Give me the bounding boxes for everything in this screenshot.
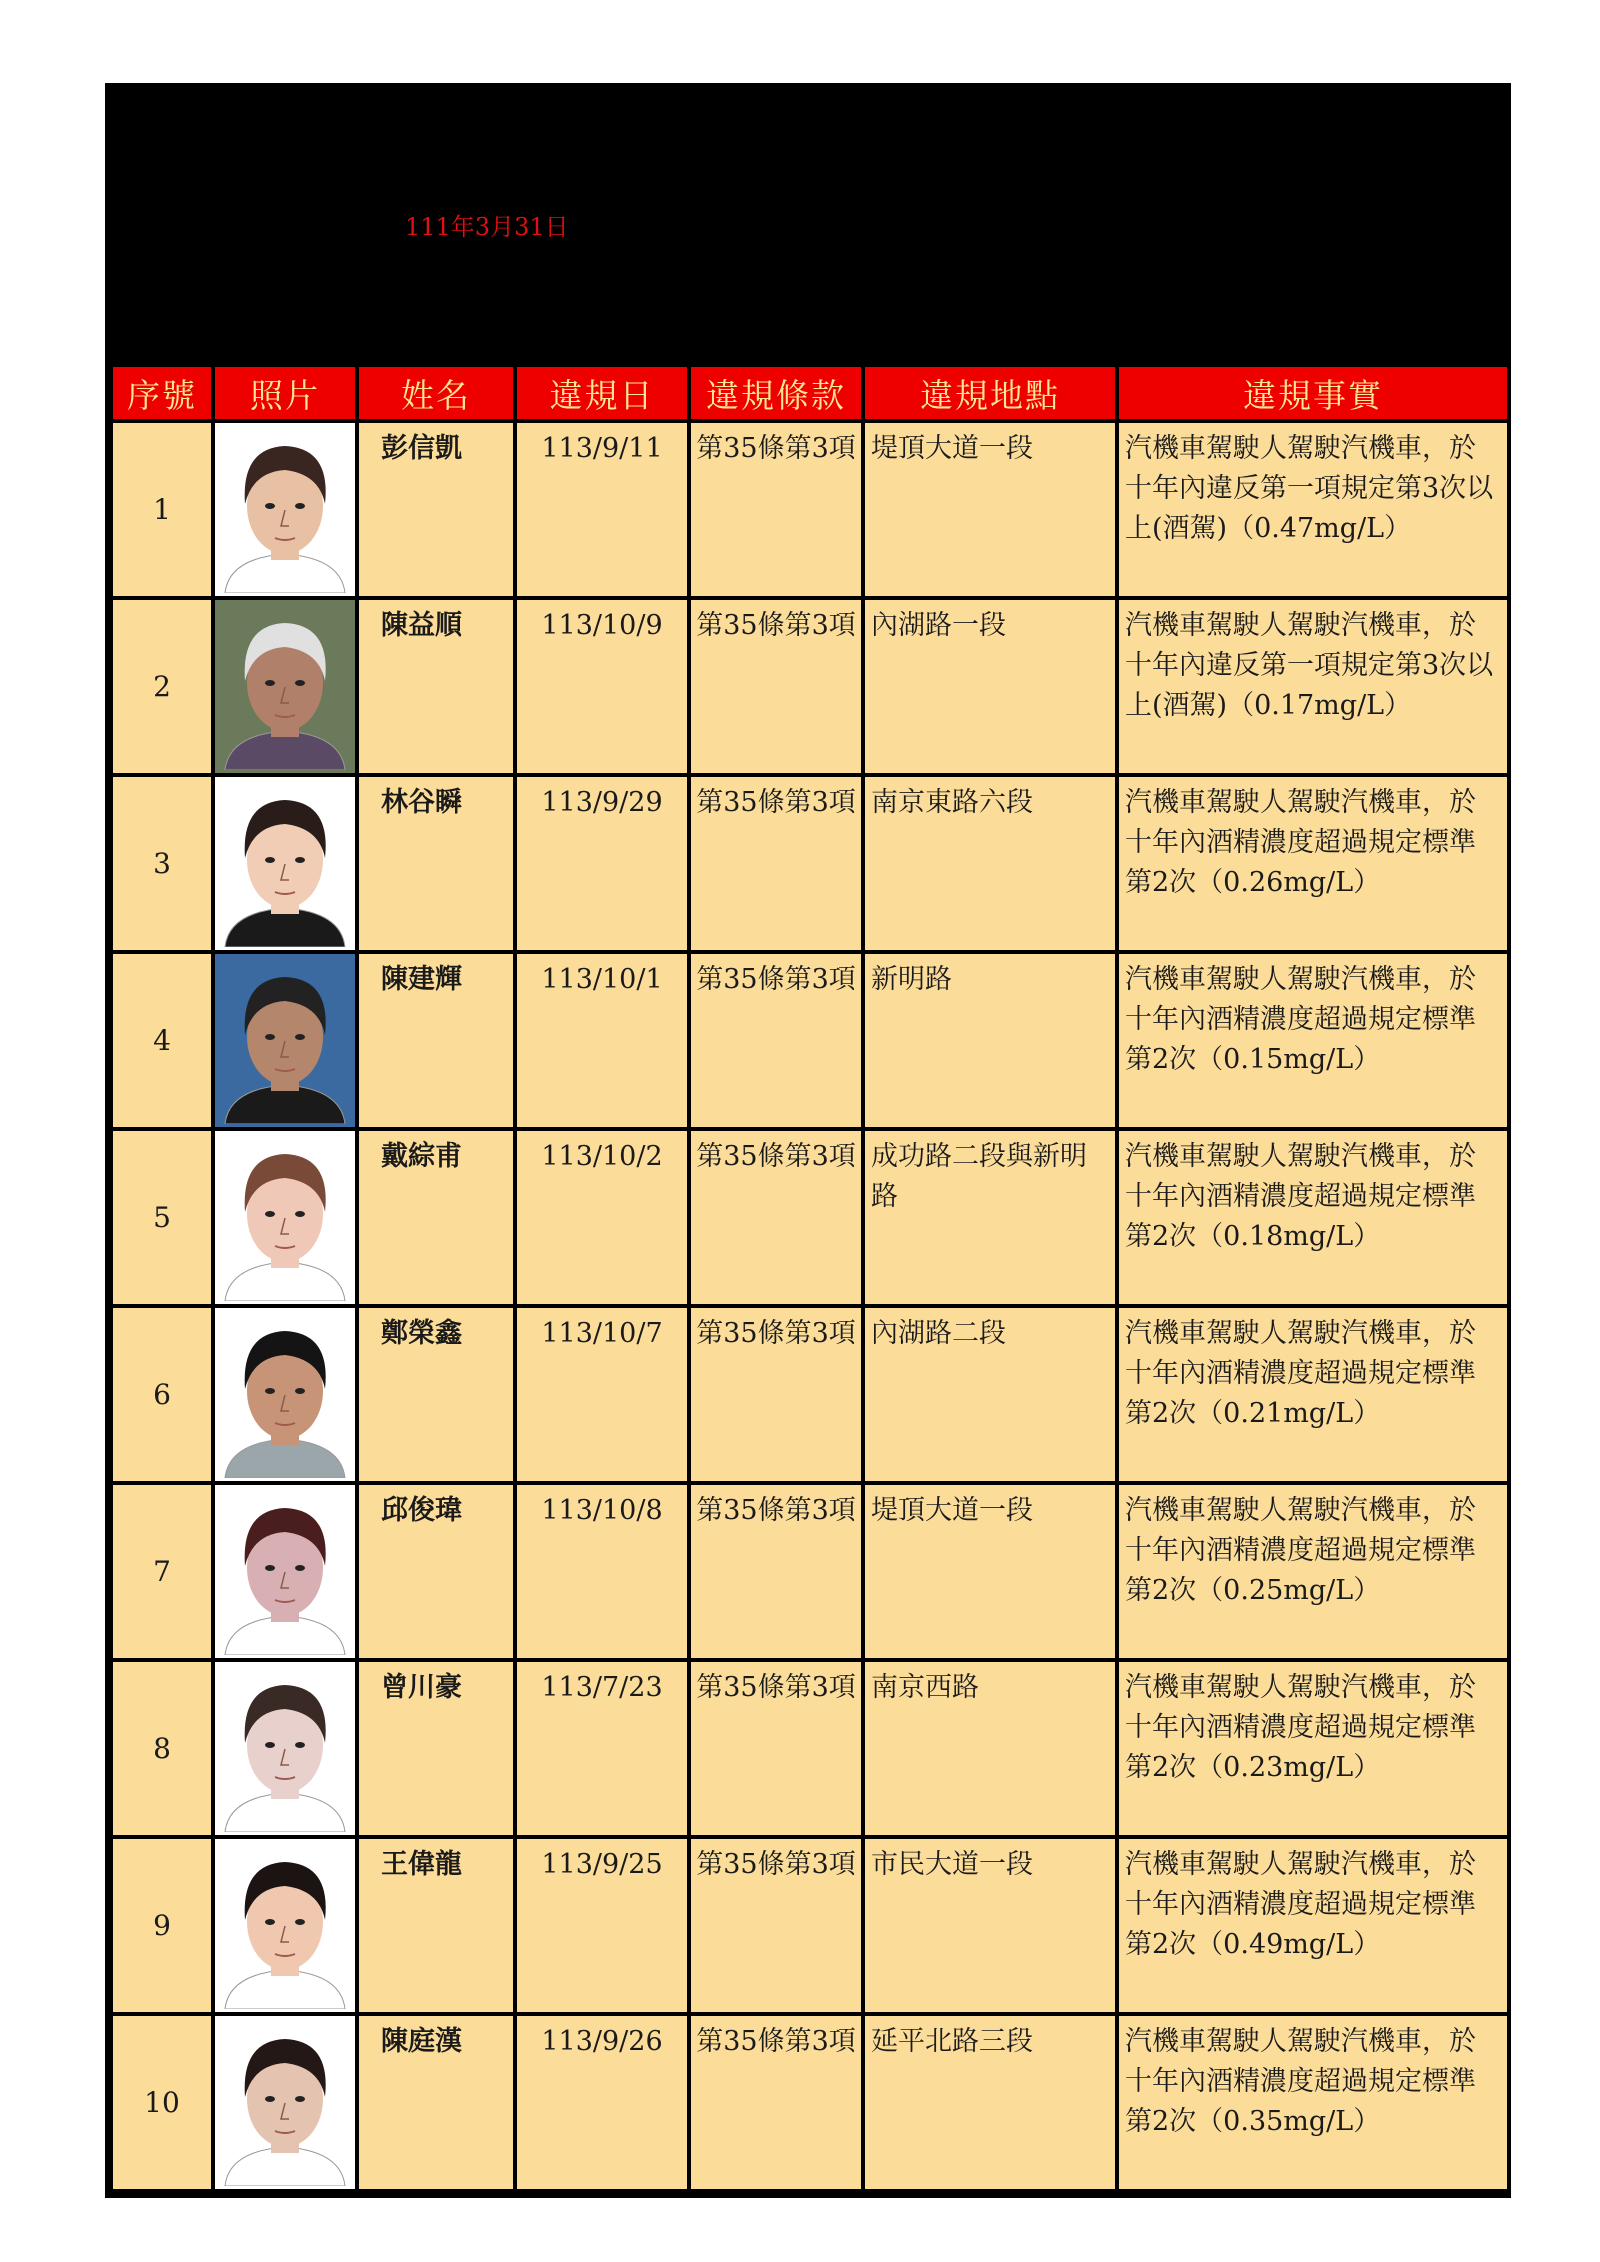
table-row xyxy=(113,954,1507,1127)
portrait-image xyxy=(215,957,355,1124)
violation-fact: 汽機車駕駛人駕駛汽機車，於十年內酒精濃度超過規定標準第2次（0.23mg/L） xyxy=(1119,1662,1507,1835)
violation-location: 內湖路一段 xyxy=(865,600,1115,773)
person-photo xyxy=(215,1308,355,1481)
portrait-image xyxy=(215,2019,355,2186)
violation-law: 第35條第3項 xyxy=(691,777,861,950)
col-header-date: 違規日 xyxy=(517,367,687,419)
violation-location: 堤頂大道一段 xyxy=(865,1485,1115,1658)
person-name: 邱俊瑋 xyxy=(359,1485,513,1658)
portrait-image xyxy=(215,426,355,593)
person-photo xyxy=(215,1131,355,1304)
row-number: 7 xyxy=(113,1485,211,1658)
violation-location: 南京西路 xyxy=(865,1662,1115,1835)
person-name: 曾川豪 xyxy=(359,1662,513,1835)
table-row xyxy=(113,1485,1507,1658)
violation-date: 113/9/29 xyxy=(517,777,687,950)
col-header-law: 違規條款 xyxy=(691,367,861,419)
table-row xyxy=(113,1308,1507,1481)
row-number: 6 xyxy=(113,1308,211,1481)
violator-table xyxy=(109,363,1511,2193)
row-number: 5 xyxy=(113,1131,211,1304)
violation-law: 第35條第3項 xyxy=(691,600,861,773)
violation-law: 第35條第3項 xyxy=(691,1662,861,1835)
violation-location: 南京東路六段 xyxy=(865,777,1115,950)
violation-fact: 汽機車駕駛人駕駛汽機車，於十年內違反第一項規定第3次以上(酒駕)（0.47mg/L） xyxy=(1119,423,1507,596)
notice-sheet xyxy=(105,83,1511,2198)
violation-location: 堤頂大道一段 xyxy=(865,423,1115,596)
person-photo xyxy=(215,954,355,1127)
announcement-date: 111年3月31日 xyxy=(405,213,569,241)
portrait-image xyxy=(215,1488,355,1655)
portrait-image xyxy=(215,1134,355,1301)
violation-law: 第35條第3項 xyxy=(691,954,861,1127)
violation-law: 第35條第3項 xyxy=(691,1308,861,1481)
table-row xyxy=(113,777,1507,950)
person-name: 王偉龍 xyxy=(359,1839,513,2012)
person-name: 戴綜甫 xyxy=(359,1131,513,1304)
table-header-row xyxy=(113,367,1507,419)
row-number: 1 xyxy=(113,423,211,596)
col-header-photo: 照片 xyxy=(215,367,355,419)
row-number: 3 xyxy=(113,777,211,950)
col-header-fact: 違規事實 xyxy=(1119,367,1507,419)
violation-fact: 汽機車駕駛人駕駛汽機車，於十年內酒精濃度超過規定標準第2次（0.21mg/L） xyxy=(1119,1308,1507,1481)
violation-date: 113/9/26 xyxy=(517,2016,687,2189)
row-number: 10 xyxy=(113,2016,211,2189)
row-number: 9 xyxy=(113,1839,211,2012)
violation-law: 第35條第3項 xyxy=(691,1839,861,2012)
row-number: 8 xyxy=(113,1662,211,1835)
person-photo xyxy=(215,600,355,773)
violation-location: 成功路二段與新明路 xyxy=(865,1131,1115,1304)
violation-location: 新明路 xyxy=(865,954,1115,1127)
violation-fact: 汽機車駕駛人駕駛汽機車，於十年內酒精濃度超過規定標準第2次（0.18mg/L） xyxy=(1119,1131,1507,1304)
person-photo xyxy=(215,1839,355,2012)
person-photo xyxy=(215,1662,355,1835)
violation-date: 113/10/2 xyxy=(517,1131,687,1304)
portrait-image xyxy=(215,1311,355,1478)
portrait-image xyxy=(215,1665,355,1832)
table-row xyxy=(113,423,1507,596)
table-row xyxy=(113,1662,1507,1835)
violation-date: 113/10/7 xyxy=(517,1308,687,1481)
violation-fact: 汽機車駕駛人駕駛汽機車，於十年內酒精濃度超過規定標準第2次（0.49mg/L） xyxy=(1119,1839,1507,2012)
person-photo xyxy=(215,777,355,950)
person-photo xyxy=(215,2016,355,2189)
table-row xyxy=(113,2016,1507,2189)
violation-fact: 汽機車駕駛人駕駛汽機車，於十年內酒精濃度超過規定標準第2次（0.26mg/L） xyxy=(1119,777,1507,950)
table-row xyxy=(113,1131,1507,1304)
portrait-image xyxy=(215,780,355,947)
portrait-image xyxy=(215,1842,355,2009)
violation-date: 113/7/23 xyxy=(517,1662,687,1835)
person-name: 陳益順 xyxy=(359,600,513,773)
person-name: 彭信凱 xyxy=(359,423,513,596)
violation-fact: 汽機車駕駛人駕駛汽機車，於十年內違反第一項規定第3次以上(酒駕)（0.17mg/L） xyxy=(1119,600,1507,773)
violation-fact: 汽機車駕駛人駕駛汽機車，於十年內酒精濃度超過規定標準第2次（0.25mg/L） xyxy=(1119,1485,1507,1658)
table-row xyxy=(113,600,1507,773)
person-name: 林谷瞬 xyxy=(359,777,513,950)
person-name: 陳庭漢 xyxy=(359,2016,513,2189)
violation-date: 113/9/25 xyxy=(517,1839,687,2012)
violation-date: 113/10/8 xyxy=(517,1485,687,1658)
person-photo xyxy=(215,1485,355,1658)
col-header-location: 違規地點 xyxy=(865,367,1115,419)
violation-date: 113/10/1 xyxy=(517,954,687,1127)
row-number: 4 xyxy=(113,954,211,1127)
person-name: 陳建輝 xyxy=(359,954,513,1127)
violation-date: 113/9/11 xyxy=(517,423,687,596)
violation-location: 市民大道一段 xyxy=(865,1839,1115,2012)
person-name: 鄭榮鑫 xyxy=(359,1308,513,1481)
violation-location: 內湖路二段 xyxy=(865,1308,1115,1481)
portrait-image xyxy=(215,603,355,770)
violation-fact: 汽機車駕駛人駕駛汽機車，於十年內酒精濃度超過規定標準第2次（0.15mg/L） xyxy=(1119,954,1507,1127)
person-photo xyxy=(215,423,355,596)
col-header-name: 姓名 xyxy=(359,367,513,419)
violation-law: 第35條第3項 xyxy=(691,1485,861,1658)
violation-date: 113/10/9 xyxy=(517,600,687,773)
violation-law: 第35條第3項 xyxy=(691,1131,861,1304)
table-row xyxy=(113,1839,1507,2012)
violation-fact: 汽機車駕駛人駕駛汽機車，於十年內酒精濃度超過規定標準第2次（0.35mg/L） xyxy=(1119,2016,1507,2189)
violation-law: 第35條第3項 xyxy=(691,2016,861,2189)
violation-location: 延平北路三段 xyxy=(865,2016,1115,2189)
col-header-number: 序號 xyxy=(113,367,211,419)
violation-law: 第35條第3項 xyxy=(691,423,861,596)
row-number: 2 xyxy=(113,600,211,773)
